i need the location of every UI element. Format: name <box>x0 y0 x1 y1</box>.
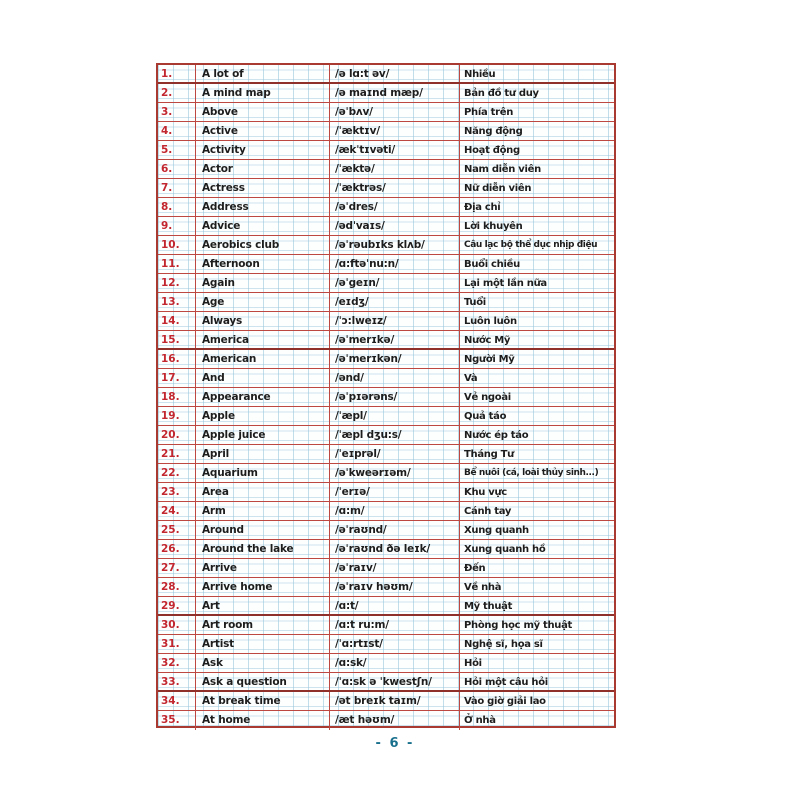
table-row <box>158 274 614 293</box>
cell-index: 15. <box>158 331 196 348</box>
cell-phonetic: /əˈraɪv həʊm/ <box>330 578 460 596</box>
table-row <box>158 369 614 388</box>
table-row <box>158 160 614 179</box>
cell-meaning: Về nhà <box>464 582 502 593</box>
cell-index: 32. <box>158 654 196 672</box>
cell-phonetic: /ˈæktrəs/ <box>330 179 460 197</box>
table-row <box>158 521 614 540</box>
table-row <box>158 673 614 692</box>
cell-word: Apple <box>196 407 330 425</box>
table-row <box>158 635 614 654</box>
table-row <box>158 179 614 198</box>
cell-meaning: Đến <box>464 563 486 574</box>
cell-meaning: Luôn luôn <box>464 316 517 327</box>
cell-meaning: Nước Mỹ <box>464 335 511 346</box>
table-row <box>158 597 614 616</box>
cell-index: 1. <box>158 65 196 82</box>
cell-meaning: Vẻ ngoài <box>464 392 511 403</box>
table-row <box>158 540 614 559</box>
cell-phonetic: /əˈmerɪkə/ <box>330 331 460 348</box>
table-row <box>158 483 614 502</box>
cell-meaning: Người Mỹ <box>464 354 515 365</box>
table-row <box>158 692 614 711</box>
cell-index: 11. <box>158 255 196 273</box>
cell-index: 22. <box>158 464 196 482</box>
cell-phonetic: /æt həʊm/ <box>330 711 460 730</box>
cell-index: 28. <box>158 578 196 596</box>
cell-phonetic: /ənd/ <box>330 369 460 387</box>
table-row <box>158 388 614 407</box>
cell-word: April <box>196 445 330 463</box>
cell-meaning: Vào giờ giải lao <box>464 696 546 707</box>
cell-meaning: Phòng học mỹ thuật <box>464 620 573 631</box>
cell-phonetic: /ækˈtɪvəti/ <box>330 141 460 159</box>
cell-meaning: Nước ép táo <box>464 430 529 441</box>
cell-phonetic: /əˈdres/ <box>330 198 460 216</box>
cell-index: 30. <box>158 616 196 634</box>
cell-index: 6. <box>158 160 196 178</box>
table-row <box>158 654 614 673</box>
cell-meaning: Địa chỉ <box>464 202 501 213</box>
cell-meaning: Lời khuyên <box>464 221 523 232</box>
cell-meaning: Ở nhà <box>464 715 496 726</box>
cell-word: At home <box>196 711 330 730</box>
cell-meaning: Xung quanh <box>464 525 529 536</box>
cell-word: Age <box>196 293 330 311</box>
cell-meaning: Tuổi <box>464 297 486 308</box>
cell-word: Activity <box>196 141 330 159</box>
cell-phonetic: /əˈmerɪkən/ <box>330 350 460 368</box>
cell-word: Afternoon <box>196 255 330 273</box>
table-row <box>158 312 614 331</box>
cell-phonetic: /ˈæktɪv/ <box>330 122 460 140</box>
table-row <box>158 464 614 483</box>
cell-meaning: Năng động <box>464 126 523 137</box>
cell-word: Actor <box>196 160 330 178</box>
cell-index: 12. <box>158 274 196 292</box>
cell-word: At break time <box>196 692 330 710</box>
cell-word: Aquarium <box>196 464 330 482</box>
cell-index: 31. <box>158 635 196 653</box>
cell-word: A mind map <box>196 84 330 102</box>
cell-index: 17. <box>158 369 196 387</box>
cell-word: Art room <box>196 616 330 634</box>
cell-meaning: Hỏi một câu hỏi <box>464 677 548 688</box>
cell-index: 25. <box>158 521 196 539</box>
cell-meaning: Buổi chiều <box>464 259 520 270</box>
cell-index: 13. <box>158 293 196 311</box>
cell-meaning: Và <box>464 373 478 384</box>
cell-index: 4. <box>158 122 196 140</box>
cell-phonetic: /eɪdʒ/ <box>330 293 460 311</box>
cell-word: Again <box>196 274 330 292</box>
cell-word: America <box>196 331 330 348</box>
cell-word: Always <box>196 312 330 330</box>
table-row <box>158 445 614 464</box>
cell-meaning: Hỏi <box>464 658 482 669</box>
cell-index: 14. <box>158 312 196 330</box>
cell-meaning: Xung quanh hồ <box>464 544 546 555</box>
cell-index: 33. <box>158 673 196 690</box>
cell-index: 2. <box>158 84 196 102</box>
cell-word: Address <box>196 198 330 216</box>
table-row <box>158 426 614 445</box>
cell-index: 18. <box>158 388 196 406</box>
cell-phonetic: /ɑ:sk/ <box>330 654 460 672</box>
cell-meaning: Bể nuôi (cá, loài thủy sinh...) <box>464 468 599 478</box>
cell-phonetic: /ɑ:t/ <box>330 597 460 614</box>
cell-phonetic: /ˈæpl/ <box>330 407 460 425</box>
cell-word: Ask <box>196 654 330 672</box>
cell-word: Around the lake <box>196 540 330 558</box>
cell-meaning: Nhiều <box>464 69 496 80</box>
cell-word: Arm <box>196 502 330 520</box>
cell-index: 19. <box>158 407 196 425</box>
cell-index: 21. <box>158 445 196 463</box>
cell-word: Active <box>196 122 330 140</box>
cell-phonetic: /əˈraʊnd ðə leɪk/ <box>330 540 460 558</box>
cell-meaning: Quả táo <box>464 411 507 422</box>
cell-meaning: Lại một lần nữa <box>464 278 547 289</box>
cell-index: 7. <box>158 179 196 197</box>
cell-index: 26. <box>158 540 196 558</box>
table-row <box>158 331 614 350</box>
cell-phonetic: /ˈɔ:lweɪz/ <box>330 312 460 330</box>
cell-phonetic: /ət breɪk taɪm/ <box>330 692 460 710</box>
cell-phonetic: /əˈraɪv/ <box>330 559 460 577</box>
table-row <box>158 217 614 236</box>
cell-meaning: Khu vực <box>464 487 507 498</box>
cell-phonetic: /ɑ:m/ <box>330 502 460 520</box>
cell-word: A lot of <box>196 65 330 82</box>
table-row <box>158 255 614 274</box>
table-row <box>158 350 614 369</box>
cell-index: 8. <box>158 198 196 216</box>
cell-phonetic: /əˈrəubɪks klʌb/ <box>330 236 460 254</box>
cell-phonetic: /ɑ:ftəˈnu:n/ <box>330 255 460 273</box>
table-row <box>158 407 614 426</box>
cell-phonetic: /ə lɑ:t əv/ <box>330 65 460 82</box>
cell-meaning: Phía trên <box>464 107 514 118</box>
cell-index: 10. <box>158 236 196 254</box>
cell-word: Aerobics club <box>196 236 330 254</box>
cell-meaning: Cánh tay <box>464 506 512 517</box>
cell-meaning: Mỹ thuật <box>464 601 513 612</box>
cell-index: 34. <box>158 692 196 710</box>
cell-word: Advice <box>196 217 330 235</box>
table-row <box>158 559 614 578</box>
cell-index: 35. <box>158 711 196 730</box>
table-row <box>158 141 614 160</box>
page-number: - 6 - <box>375 736 415 751</box>
cell-meaning: Nam diễn viên <box>464 164 541 175</box>
cell-word: Above <box>196 103 330 121</box>
cell-phonetic: /əˈkweərɪəm/ <box>330 464 460 482</box>
vocabulary-table <box>156 63 616 728</box>
cell-index: 16. <box>158 350 196 368</box>
table-row <box>158 103 614 122</box>
cell-word: Actress <box>196 179 330 197</box>
cell-word: American <box>196 350 330 368</box>
cell-word: Art <box>196 597 330 614</box>
table-row <box>158 711 614 730</box>
table-row <box>158 198 614 217</box>
cell-word: Around <box>196 521 330 539</box>
cell-meaning: Bản đồ tư duy <box>464 88 539 99</box>
cell-phonetic: /ə maɪnd mæp/ <box>330 84 460 102</box>
table-row <box>158 65 614 84</box>
cell-index: 3. <box>158 103 196 121</box>
table-row <box>158 578 614 597</box>
cell-word: Appearance <box>196 388 330 406</box>
cell-meaning: Hoạt động <box>464 145 520 156</box>
cell-phonetic: /ˈɑ:sk ə ˈkwestʃn/ <box>330 673 460 690</box>
cell-index: 29. <box>158 597 196 614</box>
cell-index: 9. <box>158 217 196 235</box>
cell-meaning: Nữ diễn viên <box>464 183 532 194</box>
cell-phonetic: /əˈraʊnd/ <box>330 521 460 539</box>
cell-index: 23. <box>158 483 196 501</box>
cell-phonetic: /əˈpɪərəns/ <box>330 388 460 406</box>
cell-word: Apple juice <box>196 426 330 444</box>
cell-word: Area <box>196 483 330 501</box>
cell-meaning: Nghệ sĩ, họa sĩ <box>464 639 543 650</box>
table-row <box>158 122 614 141</box>
cell-word: Arrive <box>196 559 330 577</box>
cell-word: Artist <box>196 635 330 653</box>
cell-index: 27. <box>158 559 196 577</box>
cell-index: 5. <box>158 141 196 159</box>
cell-phonetic: /ɑ:t ru:m/ <box>330 616 460 634</box>
table-row <box>158 502 614 521</box>
cell-word: And <box>196 369 330 387</box>
cell-word: Ask a question <box>196 673 330 690</box>
cell-phonetic: /ˈeɪprəl/ <box>330 445 460 463</box>
table-row <box>158 616 614 635</box>
table-row <box>158 84 614 103</box>
cell-phonetic: /ˈæktə/ <box>330 160 460 178</box>
table-row <box>158 293 614 312</box>
cell-word: Arrive home <box>196 578 330 596</box>
cell-index: 20. <box>158 426 196 444</box>
table-row <box>158 236 614 255</box>
cell-phonetic: /ˈæpl dʒu:s/ <box>330 426 460 444</box>
cell-phonetic: /əˈgeɪn/ <box>330 274 460 292</box>
cell-meaning: Tháng Tư <box>464 449 514 460</box>
cell-phonetic: /ˈɑ:rtɪst/ <box>330 635 460 653</box>
cell-phonetic: /əˈbʌv/ <box>330 103 460 121</box>
cell-meaning: Câu lạc bộ thể dục nhịp điệu <box>464 240 598 250</box>
cell-phonetic: /ədˈvaɪs/ <box>330 217 460 235</box>
cell-phonetic: /ˈerɪə/ <box>330 483 460 501</box>
cell-index: 24. <box>158 502 196 520</box>
